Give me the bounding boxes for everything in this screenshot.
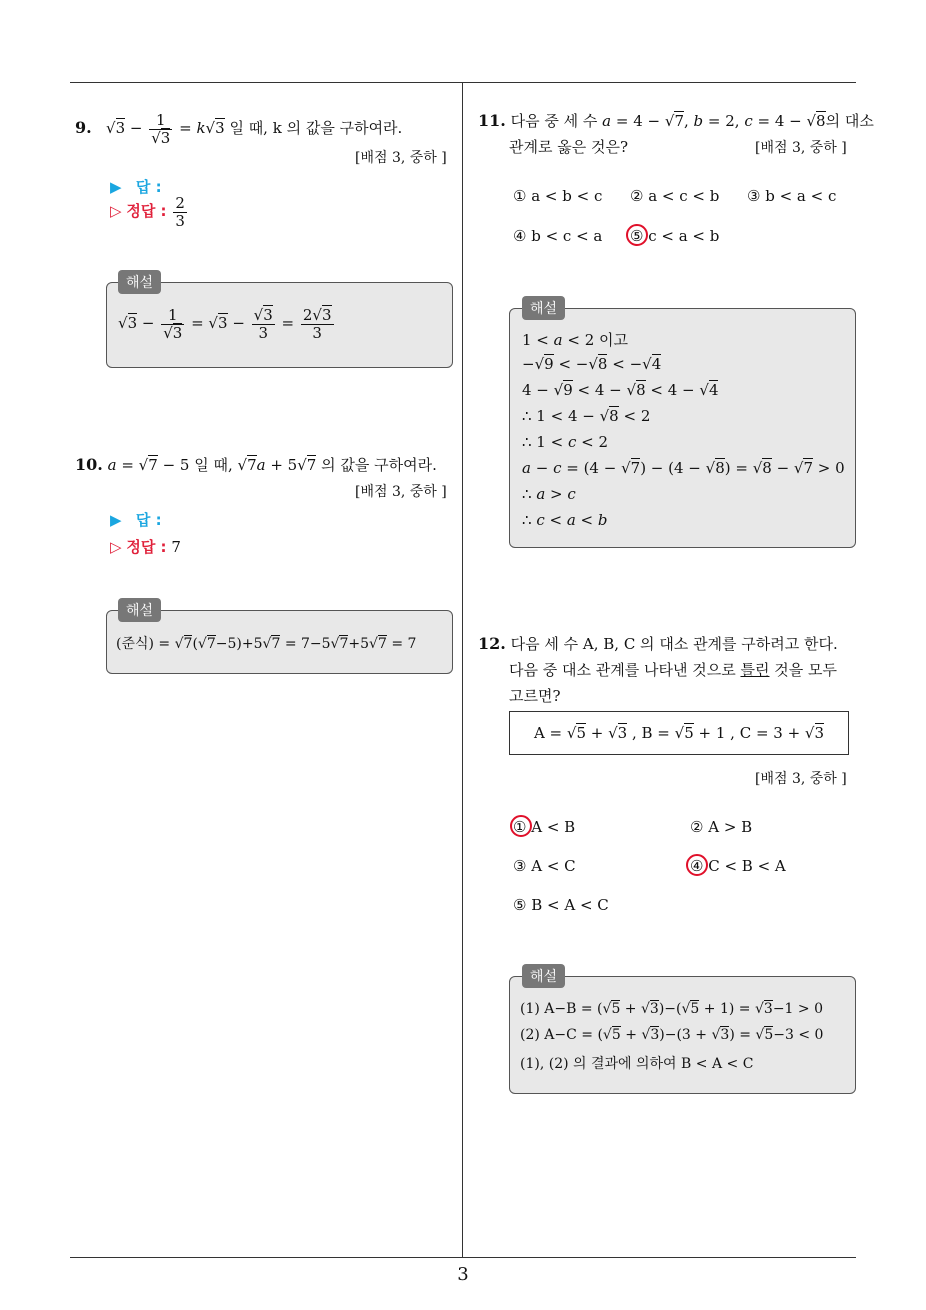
bottom-rule (70, 1257, 856, 1258)
q9-score: [배점 3, 중하 ] (355, 150, 447, 166)
page-number: 3 (457, 1264, 469, 1285)
q12-text-1: 다음 세 수 A, B, C 의 대소 관계를 구하려고 한다. (510, 635, 838, 653)
answer-circle-icon (686, 854, 708, 876)
q11-sol-line8: ∴ c < a < b (522, 511, 608, 529)
q11-choice-3[interactable]: ③ b < a < c (747, 187, 837, 205)
q11-choice-4[interactable]: ④ b < c < a (513, 227, 603, 245)
q9-answer-row (110, 176, 162, 197)
q10-condition: a = √7 − 5 일 때, √7a + 5√7 (107, 456, 317, 474)
q12-solution-tag: 해설 (522, 964, 565, 988)
q11-sol-line3: 4 − √9 < 4 − √8 < 4 − √4 (522, 381, 719, 399)
q10-solution-line: (준식) = √7(√7−5)+5√7 = 7−5√7+5√7 = 7 (116, 636, 417, 652)
q9-question (75, 112, 402, 146)
q10-answer-label: 답 : (135, 511, 162, 529)
q11-sol-line5: ∴ 1 < c < 2 (522, 433, 609, 451)
q9-number: 9. (75, 118, 92, 137)
q12-sol-line3: (1), (2) 의 결과에 의하여 B < A < C (520, 1056, 754, 1072)
q11-choice-5[interactable]: ⑤ c < a < b (630, 227, 720, 245)
q9-expression: √3 − $\frac{1}{√3}$ = k√3 (106, 111, 225, 147)
q12-choice-1[interactable]: ① A < B (513, 818, 576, 836)
q9-correct-row (110, 195, 189, 229)
play-icon: ▶ (110, 178, 122, 196)
q11-sol-line1: 1 < a < 2 이고 (522, 331, 629, 349)
q11-number: 11. (478, 111, 506, 130)
q10-correct-row (110, 536, 181, 557)
play-outline-icon: ▷ (110, 202, 122, 220)
q12-choice-5[interactable]: ⑤ B < A < C (513, 896, 609, 914)
q11-question-line1 (478, 110, 874, 131)
q9-solution-tag: 해설 (118, 270, 161, 294)
q11-expression: a = 4 − √7, b = 2, c = 4 − √8 (602, 112, 826, 130)
q9-correct-value: $\frac{2}{3}$ (175, 194, 185, 230)
q12-question-line3: 고르면? (509, 687, 561, 705)
q12-choice-4[interactable]: ④ C < B < A (690, 857, 786, 875)
q11-text-a: 다음 중 세 수 (510, 112, 598, 130)
q11-sol-line7: ∴ a > c (522, 485, 576, 503)
q12-number: 12. (478, 634, 506, 653)
q11-choice-2[interactable]: ② a < c < b (630, 187, 720, 205)
top-rule (70, 82, 856, 83)
q11-sol-line6: a − c = (4 − √7) − (4 − √8) = √8 − √7 > 0 (522, 459, 845, 477)
q10-question (75, 454, 437, 475)
q12-score: [배점 3, 중하 ] (755, 771, 847, 787)
q12-choice-2[interactable]: ② A > B (690, 818, 753, 836)
q10-answer-row (110, 509, 162, 530)
q9-answer-label: 답 : (135, 178, 162, 196)
q12-sol-line1: (1) A−B = (√5 + √3)−(√5 + 1) = √3−1 > 0 (520, 1001, 824, 1017)
q10-correct-label: 정답 : (126, 538, 167, 556)
q12-question-line2: 다음 중 대소 관계를 나타낸 것으로 틀린 것을 모두 (509, 661, 837, 679)
q10-score: [배점 3, 중하 ] (355, 484, 447, 500)
q10-number: 10. (75, 455, 103, 474)
play-outline-icon: ▷ (110, 538, 122, 556)
q9-correct-label: 정답 : (126, 202, 167, 220)
q11-choice-1[interactable]: ① a < b < c (513, 187, 603, 205)
q12-sol-line2: (2) A−C = (√5 + √3)−(3 + √3) = √5−3 < 0 (520, 1027, 824, 1043)
q11-solution-tag: 해설 (522, 296, 565, 320)
play-icon: ▶ (110, 511, 122, 529)
q11-sol-line2: −√9 < −√8 < −√4 (522, 355, 662, 373)
q12-definition-box: A = √5 + √3 , B = √5 + 1 , C = 3 + √3 (509, 711, 849, 755)
q10-text: 의 값을 구하여라. (321, 456, 437, 474)
column-divider (462, 83, 463, 1258)
q10-solution-tag: 해설 (118, 598, 161, 622)
answer-circle-icon (626, 224, 648, 246)
answer-circle-icon (510, 815, 532, 837)
q11-score: [배점 3, 중하 ] (755, 140, 847, 156)
q10-correct-value: 7 (171, 538, 181, 556)
q12-question-line1 (478, 633, 838, 654)
q12-choice-3[interactable]: ③ A < C (513, 857, 576, 875)
q11-sol-line4: ∴ 1 < 4 − √8 < 2 (522, 407, 651, 425)
q9-solution-line: √3 − $\frac{1}{√3}$ = √3 − $\frac{√3}{3}$ = $\frac{2√3}{3}$ (118, 306, 332, 342)
q11-question-line2: 관계로 옳은 것은? (509, 138, 629, 156)
q11-text-b: 의 대소 (825, 112, 874, 130)
q9-text: 일 때, k 의 값을 구하여라. (229, 119, 403, 137)
